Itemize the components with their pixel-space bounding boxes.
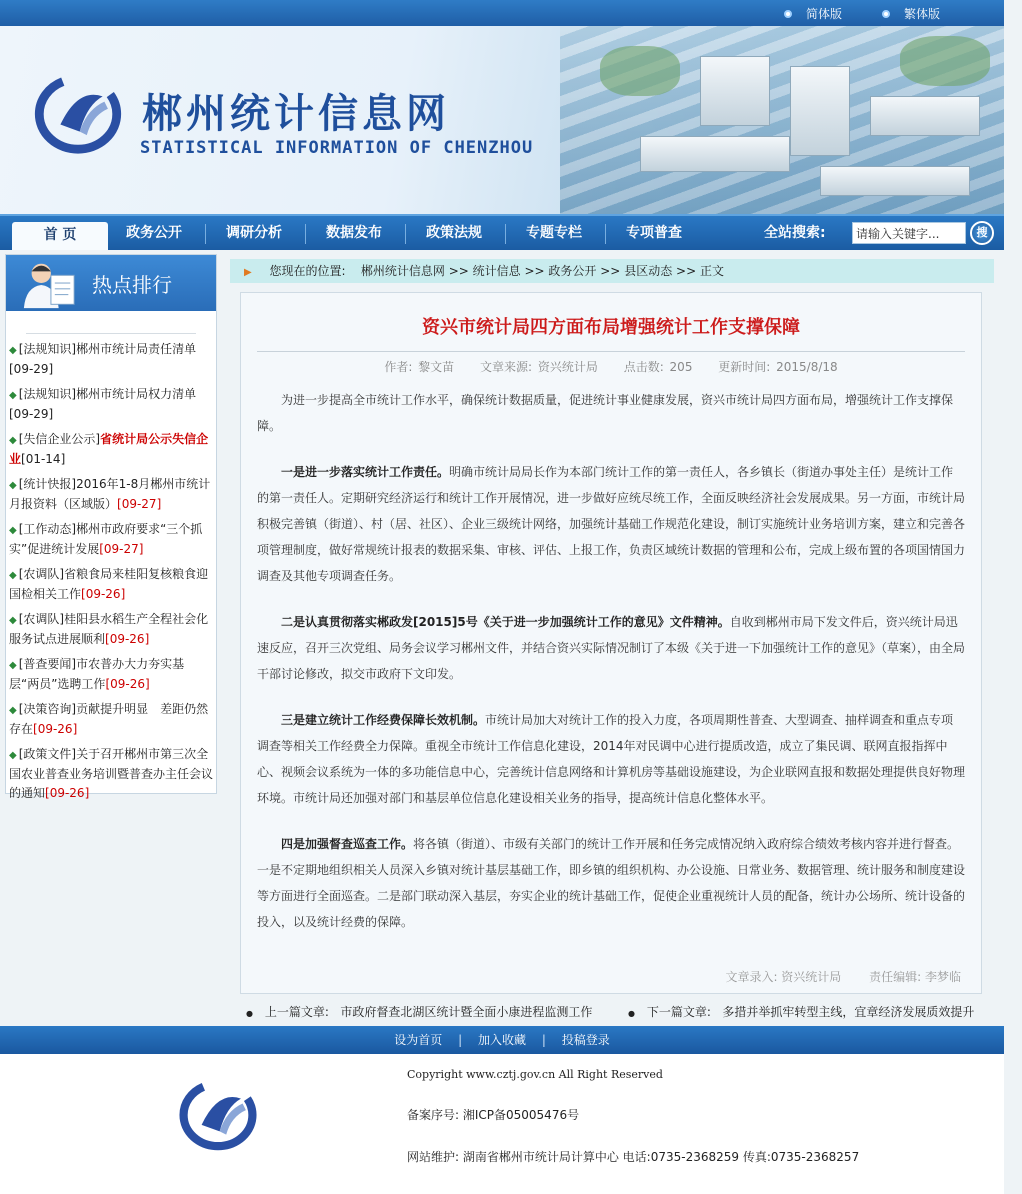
bullet-icon: ◆ — [9, 750, 17, 761]
hot-ranking-list — [6, 334, 216, 803]
nav-special-topics[interactable]: 专题专栏 — [526, 225, 582, 241]
list-item[interactable]: ◆ [决策咨询]贡献提升明显 差距仍然存在[09-26] — [9, 702, 209, 736]
footer — [0, 1054, 1004, 1194]
add-favorite-link[interactable]: 加入收藏 — [477, 1033, 526, 1047]
maintainer-text: 网站维护: 湖南省郴州市统计局计算中心 电话:0735-2368259 传真:0735-2368257 — [407, 1150, 860, 1164]
list-item[interactable]: ◆ [法规知识]郴州市统计局责任清单 [09-29] — [9, 342, 197, 376]
bullet-icon: ◆ — [9, 480, 17, 491]
search-input[interactable] — [852, 222, 966, 244]
article-paragraph: 为进一步提高全市统计工作水平，确保统计数据质量，促进统计事业健康发展，资兴市统计局四方面布局，增强统计工作支撑保障。 — [257, 393, 954, 433]
article-paragraph: 三是建立统计工作经费保障长效机制。市统计局加大对统计工作的投入力度，各项周期性普查、大型调查、抽样调查和重点专项调查等相关工作经费全力保障。重视全市统计工作信息化建设，2014年对民调中心进行提质改造，成立了集民调、联网直报指挥中心、视频会议系统为一体的多功能信息中心，完善统计信息网络和计算机房等基础设施建设，为企业联网直报和数据处理提供良好物理环境。市统计局还加强对部门和基层单位信息化建设相关业务的指导，提高统计信息化整体水平。 — [257, 713, 966, 805]
breadcrumb-item-statistics[interactable]: 统计信息 — [472, 264, 521, 278]
article-paragraph: 四是加强督查巡查工作。将各镇（街道）、市级有关部门的统计工作开展和任务完成情况纳入政府综合绩效考核内容并进行督查。一是不定期地组织相关人员深入乡镇对统计基层基础工作，即乡镇的组织机构、办公设施、日常业务、数据管理、统计服务和制度建设等方面进行全面巡查。二是部门联动深入基层，夯实企业的统计基础工作，促使企业重视统计人员的配备，统计办公场所、统计设备的投入，以及统计经费的保障。 — [257, 837, 966, 929]
breadcrumb-item-affairs[interactable]: 政务公开 — [548, 264, 597, 278]
site-title-en: STATISTICAL INFORMATION OF CHENZHOU — [140, 138, 534, 158]
footer-logo-icon — [175, 1074, 261, 1156]
article-author: 作者: 黎文苗 — [384, 360, 455, 374]
article-source: 文章来源: 资兴统计局 — [480, 360, 598, 374]
next-article[interactable]: ● 下一篇文章: 多措并举抓牢转型主线，宜章经济发展质效提升 — [628, 1005, 975, 1019]
search-button[interactable]: 搜 — [970, 221, 994, 245]
breadcrumb-prefix: 您现在的位置: — [269, 264, 346, 278]
building-icon — [870, 96, 980, 136]
bullet-icon: ◆ — [9, 525, 17, 536]
list-item[interactable]: ◆ [失信企业公示]省统计局公示失信企业[01-14] — [9, 432, 209, 466]
bullet-icon: ◆ — [9, 660, 17, 671]
article-panel — [240, 292, 982, 994]
list-item[interactable]: ◆ [农调队]桂阳县水稻生产全程社会化服务试点进展顺利[09-26] — [9, 612, 209, 646]
search-label: 全站搜索: — [764, 225, 826, 241]
list-item[interactable]: ◆ [政策文件]关于召开郴州市第三次全国农业普查业务培训暨普查办主任会议的通知[09-26] — [9, 747, 214, 800]
building-icon — [790, 66, 850, 156]
nav-policy[interactable]: 政策法规 — [426, 225, 482, 241]
article-paragraph: 二是认真贯彻落实郴政发[2015]5号《关于进一步加强统计工作的意见》文件精神。自收到郴州市局下发文件后，资兴统计局迅速反应，召开三次党组、局务会议学习郴州文件，并结合资兴实际情况制订了本级《关于进一下加强统计工作的意见》（草案），由全局干部讨论修改，拟交市政府下文印发。 — [257, 615, 966, 681]
site-logo-icon — [34, 70, 122, 158]
article-entry: 文章录入: 资兴统计局 — [725, 970, 842, 984]
arrow-right-icon: ▶ — [244, 267, 252, 278]
simplified-link[interactable]: 简体版 — [784, 5, 842, 22]
hot-ranking-title: 热点排行 — [92, 273, 172, 297]
article-editor: 责任编辑: 李梦临 — [869, 970, 961, 984]
person-avatar-icon — [20, 259, 78, 309]
article-title: 资兴市统计局四方面布局增强统计工作支撑保障 — [422, 317, 800, 338]
prev-next-nav — [246, 1003, 986, 1021]
prev-article[interactable]: ● 上一篇文章: 市政府督查北湖区统计暨全面小康进程监测工作 — [246, 1005, 593, 1019]
next-article-link[interactable]: 多措并举抓牢转型主线，宜章经济发展质效提升 — [722, 1005, 975, 1019]
bullet-icon: ◆ — [9, 435, 17, 446]
radio-dot-icon — [784, 10, 792, 18]
bullet-icon: ◆ — [9, 390, 17, 401]
tree-icon — [900, 36, 990, 86]
hot-ranking-panel — [5, 254, 217, 800]
copyright-text: Copyright www.cztj.gov.cn All Right Reserved — [407, 1068, 663, 1081]
article-updated: 更新时间: 2015/8/18 — [718, 360, 838, 374]
site-banner — [0, 26, 1004, 214]
top-bar — [0, 0, 1004, 26]
list-item[interactable]: ◆ [法规知识]郴州市统计局权力清单 [09-29] — [9, 387, 197, 421]
bullet-icon: ◆ — [9, 570, 17, 581]
tree-icon — [600, 46, 680, 96]
bullet-icon: ◆ — [9, 345, 17, 356]
breadcrumb: ▶ 您现在的位置: 郴州统计信息网 >> 统计信息 >> 政务公开 >> 县区动态 >> 正文 — [230, 259, 994, 283]
prev-article-link[interactable]: 市政府督查北湖区统计暨全面小康进程监测工作 — [340, 1005, 593, 1019]
set-homepage-link[interactable]: 设为首页 — [394, 1033, 443, 1047]
article-paragraph: 一是进一步落实统计工作责任。明确市统计局局长作为本部门统计工作的第一责任人，各乡镇长（街道办事处主任）是统计工作的第一责任人。定期研究经济运行和统计工作开展情况，进一步做好应统尽统工作，全面反映经济社会发展成果。另一方面，市统计局积极完善镇（街道）、村（居、社区）、企业三级统计网络，加强统计基础工作规范化建设，制订实施统计业务培训方案，建立和完善各项管理制度，做好常规统计报表的数据采集、审核、评估、上报工作，负责区域统计数据的管理和公布，完成上级布置的各项国情国力调查及其他专项调查任务。 — [257, 465, 966, 583]
site-title: 郴州统计信息网 — [142, 90, 450, 137]
submit-login-link[interactable]: 投稿登录 — [561, 1033, 610, 1047]
radio-dot-icon — [882, 10, 890, 18]
building-icon — [700, 56, 770, 126]
building-icon — [640, 136, 790, 172]
breadcrumb-item-county[interactable]: 县区动态 — [624, 264, 673, 278]
article-meta — [257, 351, 965, 375]
building-icon — [820, 166, 970, 196]
nav-home[interactable]: 首 页 — [12, 222, 108, 250]
breadcrumb-item-home[interactable]: 郴州统计信息网 — [360, 264, 445, 278]
bullet-icon: ● — [246, 1009, 253, 1018]
list-item[interactable]: ◆ [农调队]省粮食局来桂阳复核粮食迎国检相关工作[09-26] — [9, 567, 209, 601]
icp-text: 备案序号: 湘ICP备05005476号 — [407, 1108, 580, 1122]
breadcrumb-item-current: 正文 — [699, 264, 724, 278]
nav-census[interactable]: 专项普查 — [626, 225, 682, 241]
bullet-icon: ◆ — [9, 705, 17, 716]
nav-data-release[interactable]: 数据发布 — [326, 225, 382, 241]
nav-government-affairs[interactable]: 政务公开 — [126, 225, 182, 241]
footer-link-bar: 设为首页 | 加入收藏 | 投稿登录 — [0, 1026, 1004, 1054]
bullet-icon: ◆ — [9, 615, 17, 626]
page-edge — [1004, 0, 1022, 1194]
list-item[interactable]: ◆ [普查要闻]市农普办大力夯实基层“两员”选聘工作[09-26] — [9, 657, 185, 691]
article-clicks: 点击数: 205 — [623, 360, 693, 374]
traditional-link[interactable]: 繁体版 — [882, 5, 940, 22]
bullet-icon: ● — [628, 1009, 635, 1018]
main-nav — [0, 214, 1004, 250]
list-item[interactable]: ◆ [工作动态]郴州市政府要求“三个抓实”促进统计发展[09-27] — [9, 522, 203, 556]
article-body — [241, 375, 981, 935]
nav-research[interactable]: 调研分析 — [226, 225, 282, 241]
article-footer-meta — [701, 968, 961, 985]
hot-ranking-header — [6, 255, 216, 311]
list-item[interactable]: ◆ [统计快报]2016年1-8月郴州市统计月报资料（区域版）[09-27] — [9, 477, 211, 511]
